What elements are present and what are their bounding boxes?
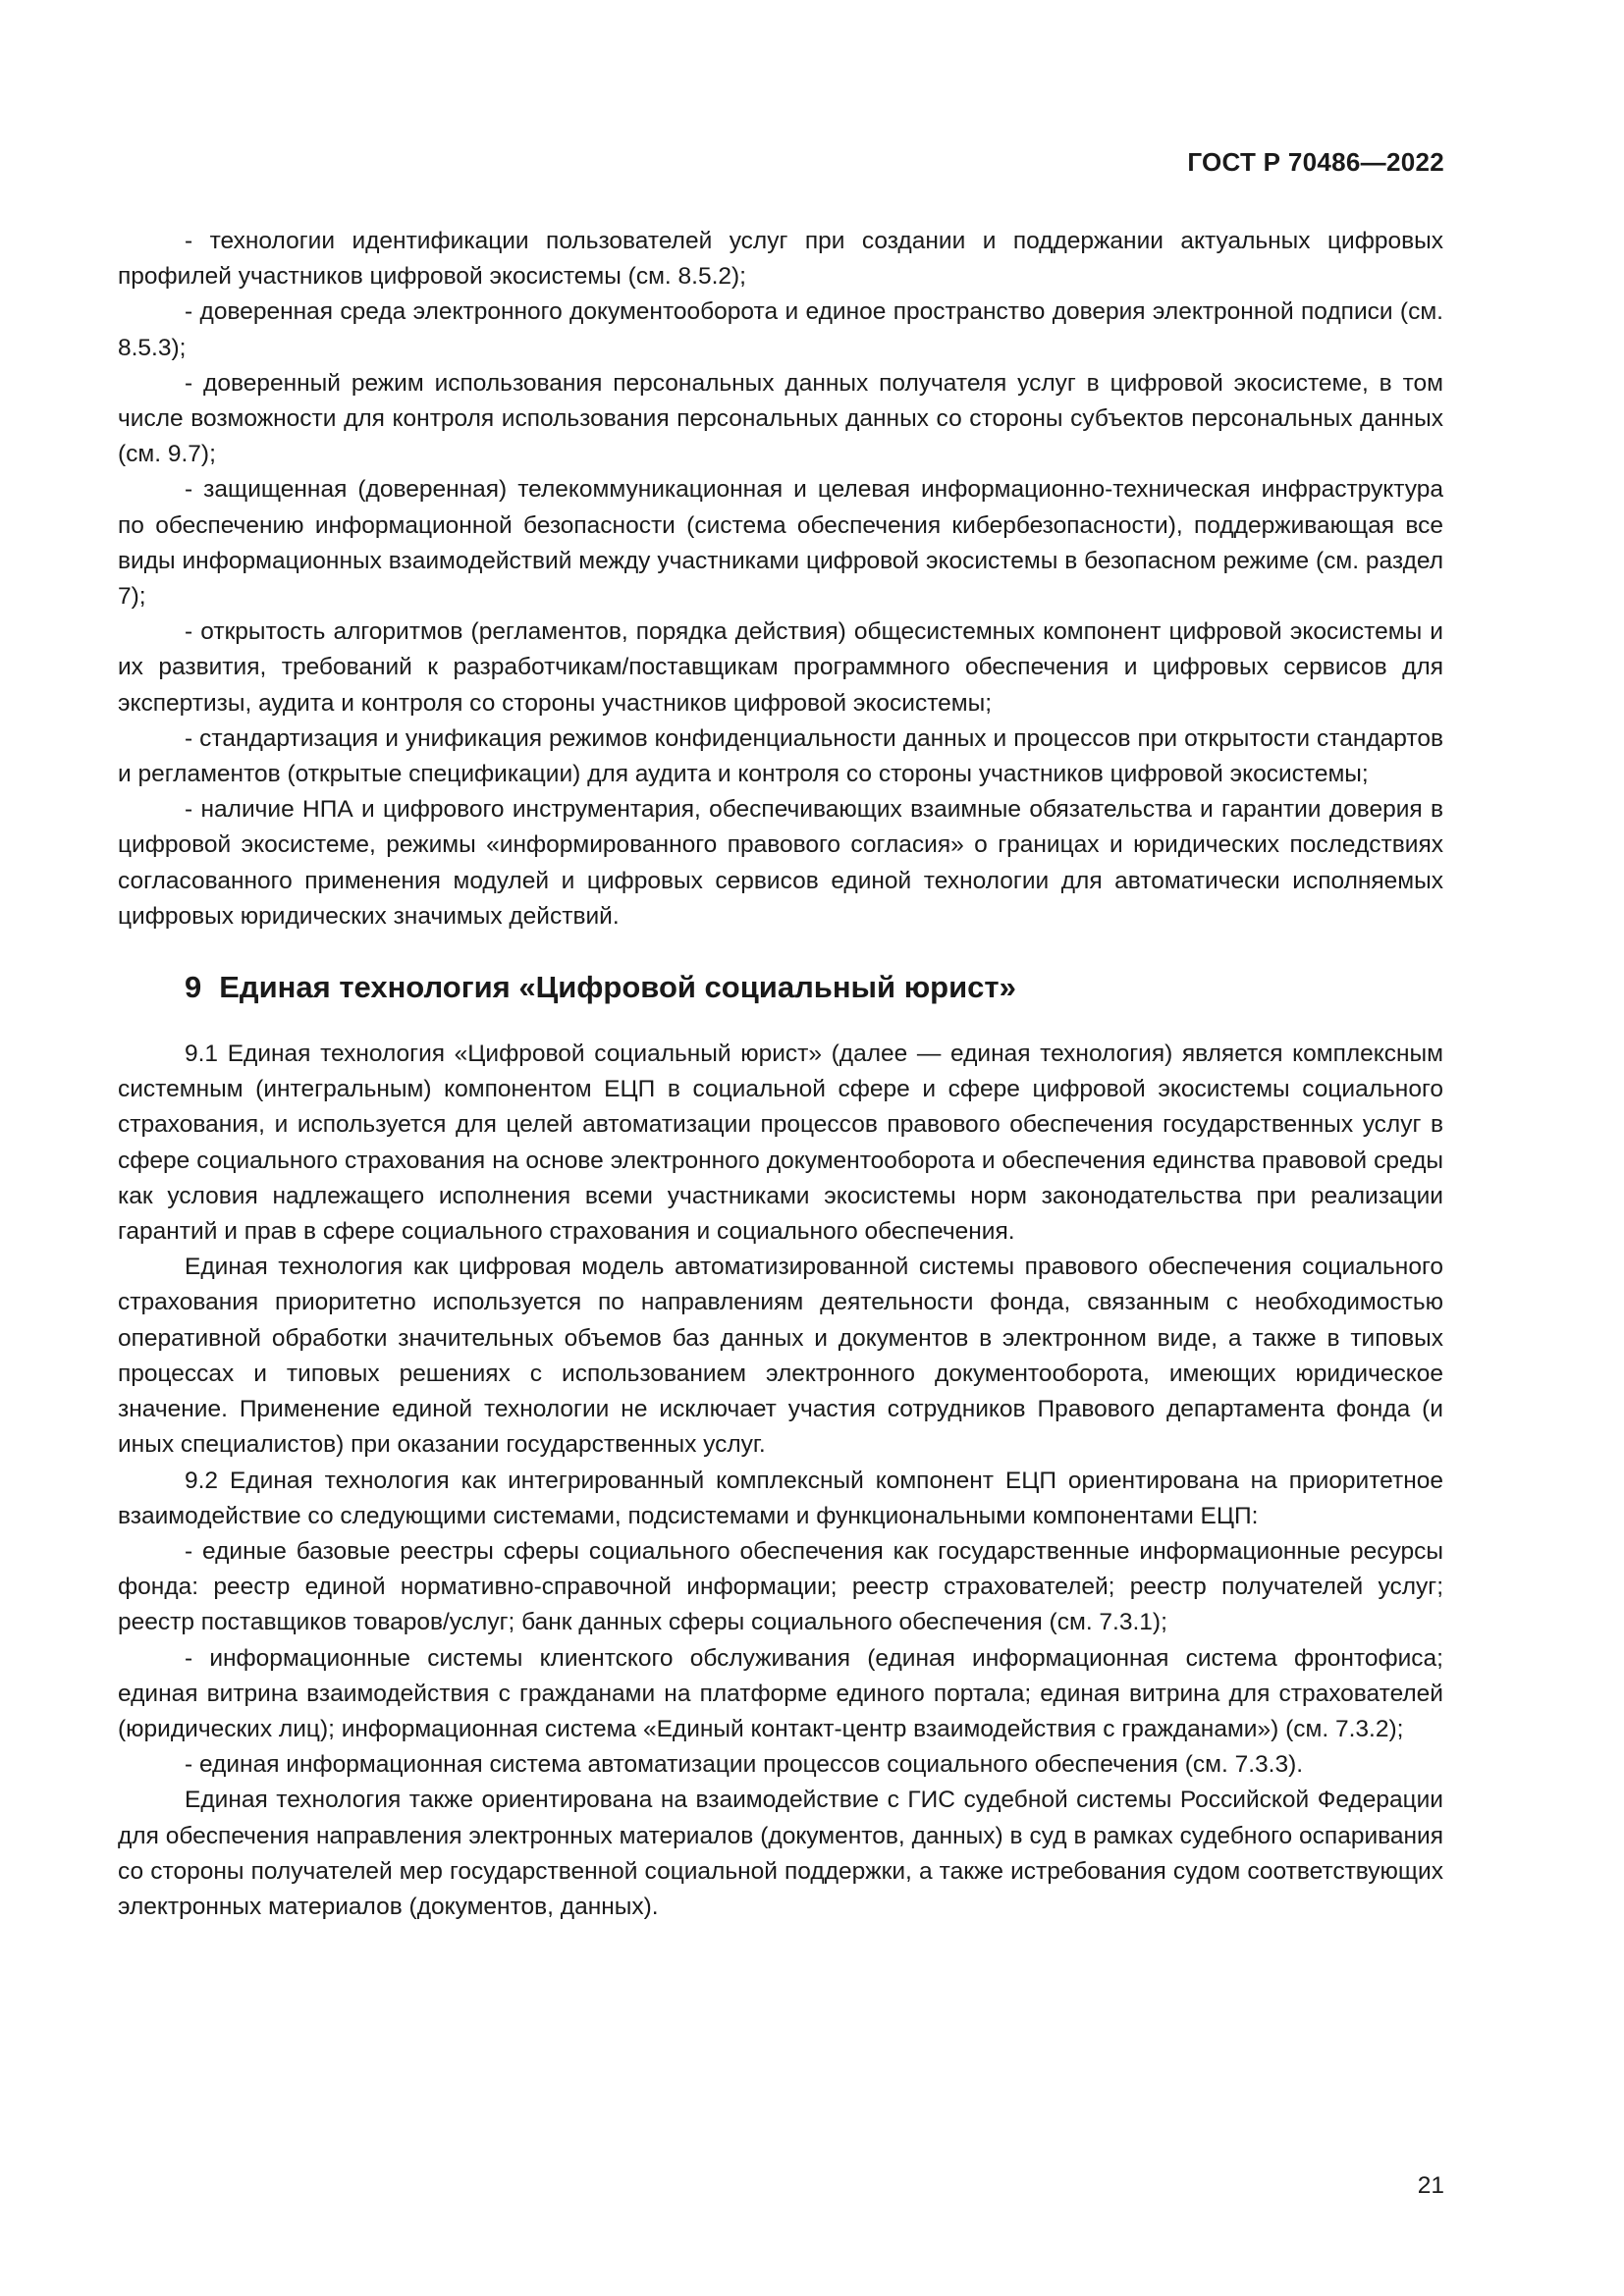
paragraph: 9.2 Единая технология как интегрированный комплексный компонент ЕЦП ориентирована на приоритетное взаимодействие со следующими системами, подсистемами и функциональными компонентами ЕЦП: xyxy=(118,1467,1443,1529)
page-number: 21 xyxy=(1417,2172,1444,2199)
section-heading xyxy=(118,968,1443,1007)
paragraph: 9.1 Единая технология «Цифровой социальный юрист» (далее — единая технология) является комплексным системным (интегральным) компонентом ЕЦП в социальной сфере и сфере цифровой экосистемы социального страхования, и используется для целей автоматизации процессов правового обеспечения государственных услуг в сфере социального страхования на основе электронного документооборота и обеспечения единства правовой среды как условия надлежащего исполнения всеми участниками экосистемы норм законодательства при реализации гарантий и прав в сфере социального страхования и социального обеспечения. xyxy=(118,1041,1443,1246)
document-body xyxy=(118,224,1443,1925)
list-item: - стандартизация и унификация режимов конфиденциальности данных и процессов при открытости стандартов и регламентов (открытые спецификации) для аудита и контроля со стороны участников цифровой экосистемы; xyxy=(118,724,1443,788)
section-number: 9 xyxy=(185,970,202,1005)
list-item: - технологии идентификации пользователей услуг при создании и поддержании актуальных цифровых профилей участников цифровой экосистемы (см. 8.5.2); xyxy=(118,228,1443,291)
list-item: - доверенный режим использования персональных данных получателя услуг в цифровой экосистеме, в том числе возможности для контроля использования персональных данных со стороны субъектов персональных данных (см. 9.7); xyxy=(118,369,1443,468)
list-item: - защищенная (доверенная) телекоммуникационная и целевая информационно-техническая инфраструктура по обеспечению информационной безопасности (система обеспечения кибербезопасности), поддерживающая все виды информационных взаимодействий между участниками цифровой экосистемы в безопасном режиме (см. раздел 7); xyxy=(118,476,1443,611)
list-item: - единая информационная система автоматизации процессов социального обеспечения (см. 7.3.3). xyxy=(185,1751,1304,1779)
list-item: - единые базовые реестры сферы социального обеспечения как государственные информационные ресурсы фонда: реестр единой нормативно-справочной информации; реестр страхователей; реестр получателей услуг; реестр поставщиков товаров/услуг; банк данных сферы социального обеспечения (см. 7.3.1); xyxy=(118,1537,1443,1636)
section-title: Единая технология «Цифровой социальный юрист» xyxy=(219,970,1016,1005)
paragraph: Единая технология также ориентирована на взаимодействие с ГИС судебной системы Российской Федерации для обеспечения направления электронных материалов (документов, данных) в суд в рамках судебного оспаривания со стороны получателей мер государственной социальной поддержки, а также истребования судом соответствующих электронных материалов (документов, данных). xyxy=(118,1787,1443,1920)
document-number-header: ГОСТ Р 70486—2022 xyxy=(1187,147,1444,177)
list-item: - доверенная среда электронного документооборота и единое пространство доверия электронной подписи (см. 8.5.3); xyxy=(118,298,1443,361)
list-item: - открытость алгоритмов (регламентов, порядка действия) общесистемных компонент цифровой экосистемы и их развития, требований к разработчикам/поставщикам программного обеспечения и цифровых сервисов для экспертизы, аудита и контроля со стороны участников цифровой экосистемы; xyxy=(118,618,1443,717)
list-item: - информационные системы клиентского обслуживания (единая информационная система фронтофиса; единая витрина взаимодействия с гражданами на платформе единого портала; единая витрина для страхователей (юридических лиц); информационная система «Единый контакт-центр взаимодействия с гражданами») (см. 7.3.2); xyxy=(118,1644,1443,1742)
paragraph: Единая технология как цифровая модель автоматизированной системы правового обеспечения социального страхования приоритетно используется по направлениям деятельности фонда, связанным с необходимостью оперативной обработки значительных объемов баз данных и документов в электронном виде, а также в типовых процессах и типовых решениях с использованием электронного документооборота, имеющих юридическое значение. Применение единой технологии не исключает участия сотрудников Правового департамента фонда (и иных специалистов) при оказании государственных услуг. xyxy=(118,1254,1443,1459)
list-item: - наличие НПА и цифрового инструментария, обеспечивающих взаимные обязательства и гарантии доверия в цифровой экосистеме, режимы «информированного правового согласия» о границах и юридических последствиях согласованного применения модулей и цифровых сервисов единой технологии для автоматически исполняемых цифровых юридических значимых действий. xyxy=(118,796,1443,930)
